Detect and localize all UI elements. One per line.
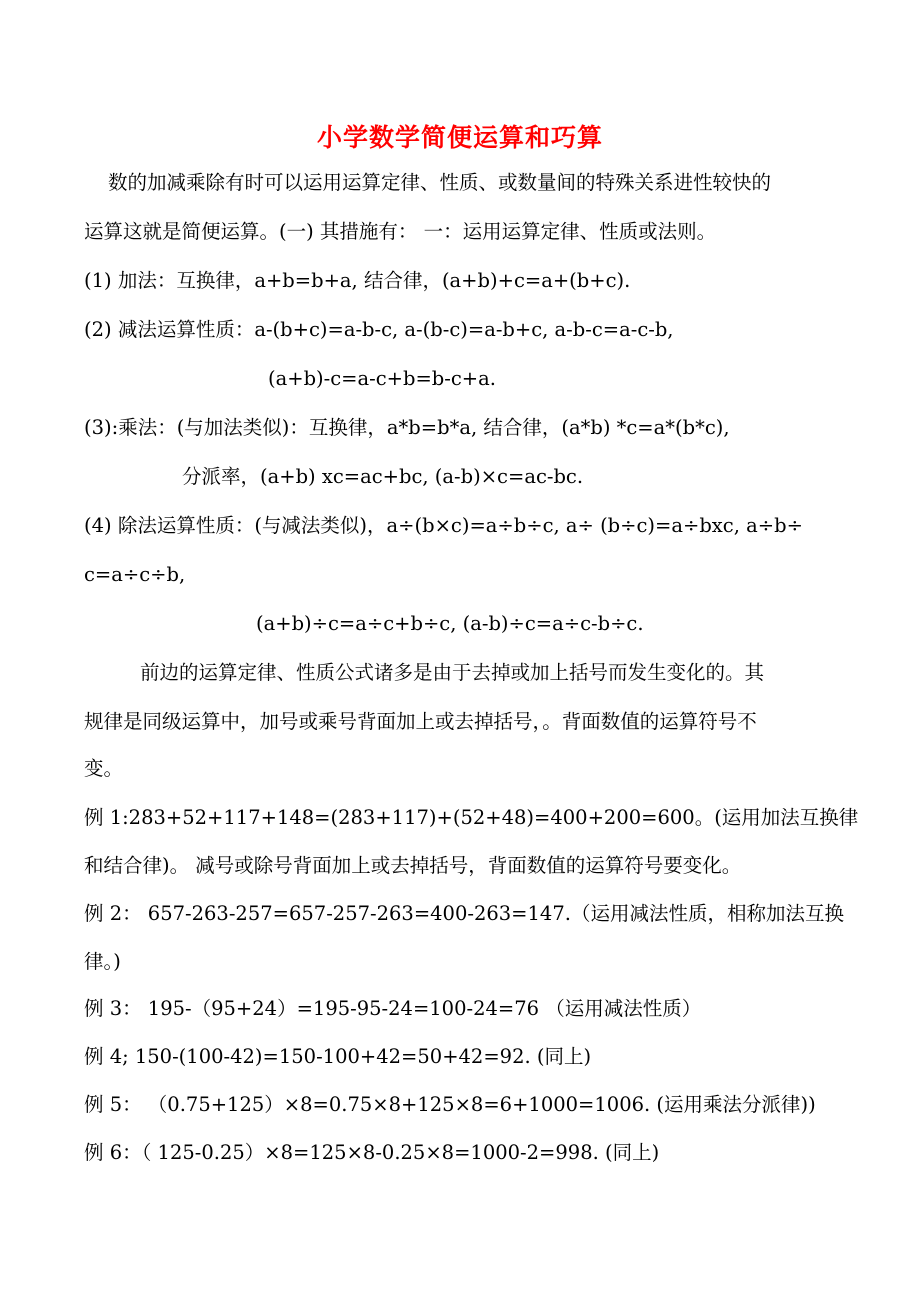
example-6: 例 6：（ 125-0.25）×8=125×8-0.25×8=1000-2=998. (同上)	[84, 1141, 660, 1164]
paragraph-explain-line-2: 规律是同级运算中，加号或乘号背面加上或去掉括号，。背面数值的运算符号不	[84, 710, 757, 733]
rule-subtraction: (2) 减法运算性质：a-(b+c)=a-b-c, a-(b-c)=a-b+c, a-b-c=a-c-b,	[84, 318, 674, 341]
example-3: 例 3： 195-（95+24）=195-95-24=100-24=76 （运用减法性质）	[84, 997, 702, 1020]
example-2-cont: 律。)	[84, 950, 121, 973]
rule-multiplication-cont: 分派率，(a+b) xc=ac+bc, (a-b)×c=ac-bc.	[182, 465, 584, 488]
rule-division-cont: (a+b)÷c=a÷c+b÷c, (a-b)÷c=a÷c-b÷c.	[256, 612, 644, 635]
document-title: 小学数学简便运算和巧算	[316, 123, 603, 152]
rule-division: (4) 除法运算性质：(与减法类似)，a÷(b×c)=a÷b÷c, a÷ (b÷c)=a÷bxc, a÷b÷	[84, 514, 803, 537]
paragraph-explain-line-3: 变。	[84, 757, 124, 780]
rule-addition: (1) 加法：互换律，a+b=b+a, 结合律，(a+b)+c=a+(b+c).	[84, 269, 631, 292]
example-4: 例 4; 150-(100-42)=150-100+42=50+42=92. (同上)	[84, 1045, 592, 1068]
rule-subtraction-cont: (a+b)-c=a-c+b=b-c+a.	[268, 367, 496, 390]
paragraph-intro-line-2: 运算这就是简便运算。(一) 其措施有： 一：运用运算定律、性质或法则。	[84, 220, 717, 243]
example-1-cont: 和结合律)。 减号或除号背面加上或去掉括号，背面数值的运算符号要变化。	[84, 854, 742, 877]
example-2: 例 2： 657-263-257=657-257-263=400-263=147.（运用减法性质，相称加法互换	[84, 902, 844, 925]
example-5: 例 5： （0.75+125）×8=0.75×8+125×8=6+1000=1006. (运用乘法分派律))	[84, 1093, 816, 1116]
rule-multiplication: (3):乘法：(与加法类似)：互换律，a*b=b*a, 结合律，(a*b) *c=a*(b*c),	[84, 416, 730, 439]
paragraph-intro-line-1: 数的加减乘除有时可以运用运算定律、性质、或数量间的特殊关系进性较快的	[108, 171, 772, 194]
rule-division-wrap: c=a÷c÷b,	[84, 563, 186, 586]
paragraph-explain-line-1: 前边的运算定律、性质公式诸多是由于去掉或加上括号而发生变化的。其	[140, 661, 765, 684]
example-1: 例 1:283+52+117+148=(283+117)+(52+48)=400+200=600。(运用加法互换律	[84, 806, 859, 829]
